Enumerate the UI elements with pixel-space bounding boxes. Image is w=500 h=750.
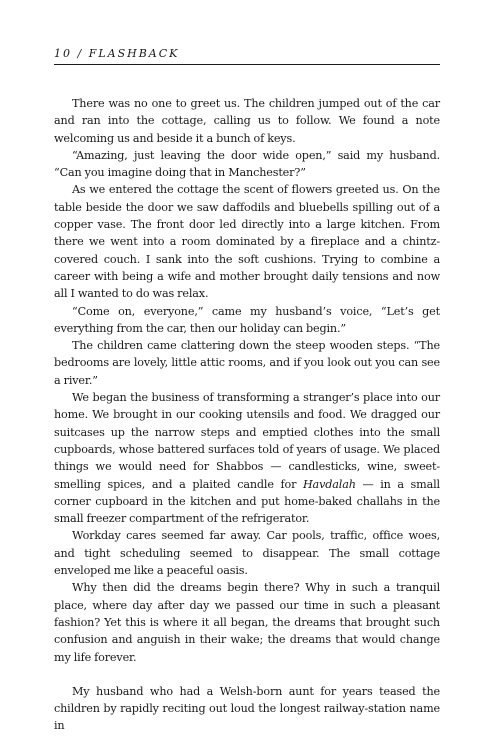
book-page	[54, 46, 440, 735]
paragraph-text: — in a small corner cupboard in the kitchen and put home-baked challahs in the small freezer compartment of the refrigerator.	[54, 477, 440, 526]
paragraph: As we entered the cottage the scent of flowers greeted us. On the table beside the door we saw daffodils and bluebells spilling out of a copper vase. The front door led directly into a large kitchen. From there we went into a room dominated by a fireplace and a chintz-covered couch. I sank into the soft cushions. Trying to combine a career with being a wife and mother brought daily tensions and now all I wanted to do was relax.	[54, 183, 440, 301]
paragraph: “Come on, everyone,” came my husband’s voice, “Let’s get everything from the car, then our holiday can begin.”	[54, 304, 440, 335]
paragraph	[54, 389, 440, 527]
page-number: 10	[54, 47, 72, 60]
paragraph-text: We began the business of transforming a stranger’s place into our home. We brought in our cooking utensils and food. We dragged our suitcases up the narrow steps and emptied clothes into the small cupboards, whose battered surfaces told of years of usage. We placed things we would need for Shabbos — candlesticks, wine, sweet-smelling spices, and a plaited candle for	[54, 391, 440, 491]
italic-term-havdalah: Havdalah	[302, 477, 356, 491]
running-head	[54, 46, 440, 61]
header-separator: /	[77, 47, 84, 60]
header-rule	[54, 64, 440, 65]
paragraph: Workday cares seemed far away. Car pools, traffic, office woes, and tight scheduling seemed to disappear. The small cottage enveloped me like a peaceful oasis.	[54, 529, 440, 578]
paragraph: There was no one to greet us. The children jumped out of the car and ran into the cottage, calling us to follow. We found a note welcoming us and beside it a bunch of keys.	[54, 97, 440, 145]
paragraph: The children came clattering down the steep wooden steps. “The bedrooms are lovely, little attic rooms, and if you look out you can see a river.”	[54, 339, 440, 387]
paragraph: “Amazing, just leaving the door wide open,” said my husband. “Can you imagine doing that in Manchester?”	[54, 148, 440, 180]
chapter-title: FLASHBACK	[88, 47, 180, 60]
body-text	[54, 95, 440, 735]
paragraph: My husband who had a Welsh-born aunt for years teased the children by rapidly reciting out loud the longest railway-station name in	[54, 684, 440, 733]
paragraph: Why then did the dreams begin there? Why in such a tranquil place, where day after day we passed our time in such a pleasant fashion? Yet this is where it all began, the dreams that brought such confusion and anguish in their wake; the dreams that would change my life forever.	[54, 581, 440, 664]
